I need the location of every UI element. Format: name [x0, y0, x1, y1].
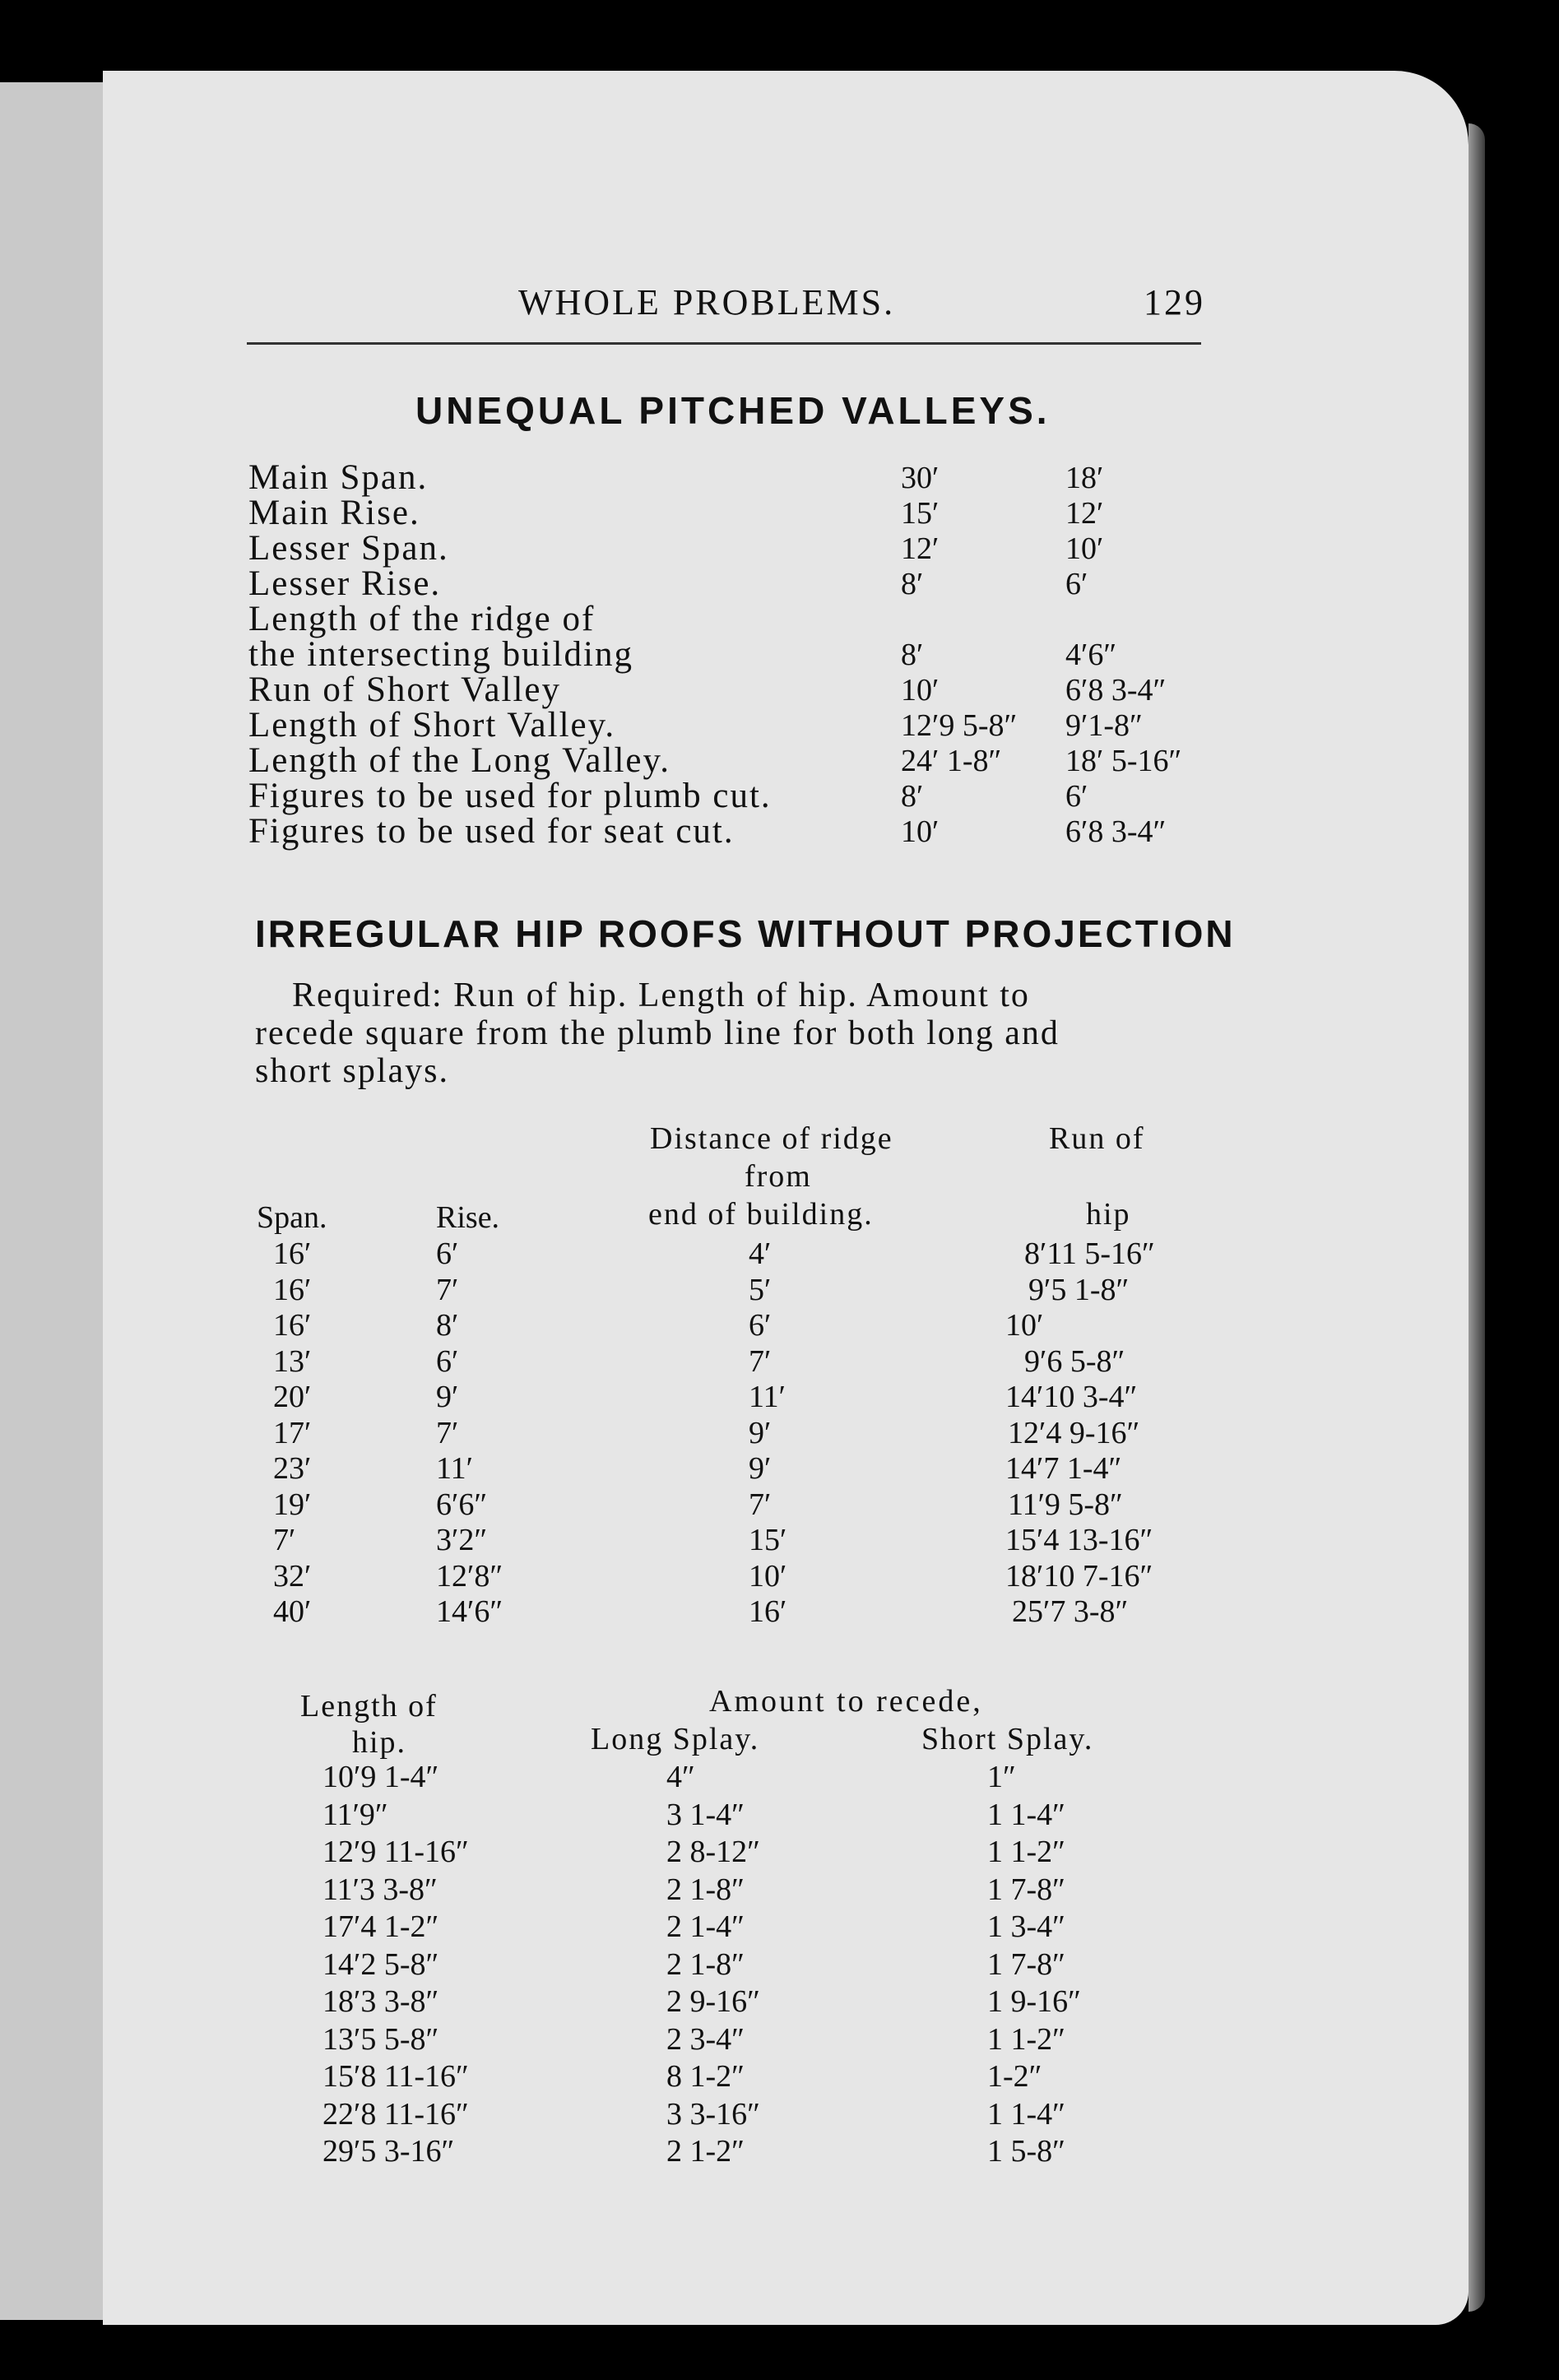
hip-row-rise: 11′	[436, 1451, 473, 1486]
recede-row-length: 11′3 3-8″	[322, 1872, 438, 1907]
header-run-1: Run of	[1049, 1121, 1145, 1156]
valley-row-label: Run of Short Valley	[248, 670, 562, 709]
hip-row-span: 20′	[273, 1380, 312, 1414]
recede-row-length: 18′3 3-8″	[322, 1984, 439, 2019]
valley-row-value-b: 6′	[1065, 567, 1088, 601]
recede-row-short: 1-2″	[987, 2059, 1042, 2094]
valley-row-value-b: 9′1-8″	[1065, 708, 1143, 743]
hip-row-span: 16′	[273, 1308, 312, 1343]
hip-row-distance: 15′	[749, 1523, 787, 1557]
hip-row-run: 14′10 3-4″	[1005, 1380, 1138, 1414]
hip-row-distance: 5′	[749, 1272, 772, 1307]
recede-row-short: 1 7-8″	[987, 1872, 1065, 1907]
valley-row-value-a: 10′	[901, 814, 940, 849]
recede-row-long: 3 3-16″	[666, 2096, 760, 2132]
hip-row-rise: 14′6″	[436, 1594, 503, 1629]
recede-row-length: 11′9″	[322, 1797, 388, 1832]
hip-row-distance: 7′	[749, 1343, 772, 1379]
hip-row-rise: 7′	[436, 1272, 459, 1307]
valley-row-value-b: 10′	[1065, 531, 1104, 566]
valley-row-value-b: 6′	[1065, 779, 1088, 814]
valley-row-label: Figures to be used for seat cut.	[248, 812, 735, 851]
valley-row-value-a: 15′	[901, 496, 940, 531]
valley-row-value-b: 6′8 3-4″	[1065, 673, 1167, 708]
hip-row-distance: 7′	[749, 1487, 772, 1522]
recede-row-length: 10′9 1-4″	[322, 1760, 439, 1794]
intro-line-1: Required: Run of hip. Length of hip. Amount to	[292, 977, 1030, 1014]
recede-row-length: 15′8 11-16″	[322, 2059, 469, 2094]
hip-row-rise: 8′	[436, 1308, 459, 1343]
running-title: WHOLE PROBLEMS.	[518, 282, 896, 322]
recede-row-long: 2 1-4″	[666, 1909, 745, 1944]
valley-row-label: Main Rise.	[248, 494, 420, 532]
hip-row-run: 10′	[1005, 1308, 1044, 1343]
hip-row-rise: 9′	[436, 1380, 459, 1414]
hip-row-rise: 12′8″	[436, 1558, 503, 1594]
header-run-2: hip	[1086, 1197, 1131, 1232]
recede-row-short: 1 1-4″	[987, 2096, 1065, 2132]
recede-row-length: 14′2 5-8″	[322, 1946, 439, 1982]
intro-line-2: recede square from the plumb line for both long and	[255, 1014, 1060, 1052]
hip-row-span: 19′	[273, 1487, 312, 1522]
hip-row-run: 9′5 1-8″	[1028, 1272, 1130, 1307]
hip-row-rise: 6′	[436, 1343, 459, 1379]
hip-row-run: 14′7 1-4″	[1005, 1451, 1122, 1486]
hip-row-distance: 9′	[749, 1415, 772, 1450]
valley-row-value-a: 10′	[901, 673, 940, 708]
recede-row-short: 1 9-16″	[987, 1984, 1081, 2019]
hip-row-run: 18′10 7-16″	[1005, 1558, 1153, 1594]
valley-row-value-a: 30′	[901, 461, 940, 495]
hip-row-distance: 6′	[749, 1308, 772, 1343]
recede-row-long: 2 3-4″	[666, 2021, 745, 2057]
header-span: Span.	[257, 1200, 327, 1235]
recede-row-long: 2 8-12″	[666, 1835, 760, 1869]
hip-row-distance: 4′	[749, 1236, 772, 1271]
valley-row-value-a: 24′ 1-8″	[901, 744, 1002, 778]
hip-row-span: 23′	[273, 1451, 312, 1486]
page-edge-shadow	[1469, 123, 1485, 2312]
recede-row-short: 1″	[987, 1760, 1016, 1794]
facing-page-edge	[0, 82, 103, 2320]
valley-row-label: Length of the Long Valley.	[248, 741, 670, 780]
recede-row-long: 8 1-2″	[666, 2059, 745, 2094]
recede-row-short: 1 1-2″	[987, 1835, 1065, 1869]
hip-row-distance: 11′	[749, 1380, 786, 1414]
valley-row-label: Figures to be used for plumb cut.	[248, 777, 772, 815]
hip-row-span: 16′	[273, 1272, 312, 1307]
page-number: 129	[1144, 282, 1205, 322]
section-title-hips: IRREGULAR HIP ROOFS WITHOUT PROJECTION	[255, 912, 1236, 955]
recede-row-short: 1 7-8″	[987, 1946, 1065, 1982]
recede-row-long: 2 9-16″	[666, 1984, 760, 2019]
header-distance-2: from	[745, 1159, 812, 1194]
header-rise: Rise.	[436, 1200, 500, 1235]
hip-row-run: 9′6 5-8″	[1024, 1343, 1125, 1379]
header-length-2: hip.	[352, 1725, 407, 1760]
hip-row-rise: 6′6″	[436, 1487, 488, 1522]
hip-row-span: 17′	[273, 1415, 312, 1450]
valley-row-value-a: 8′	[901, 638, 924, 672]
hip-row-run: 25′7 3-8″	[1012, 1594, 1129, 1629]
valley-row-label: Lesser Rise.	[248, 564, 442, 603]
valley-row-value-b: 18′ 5-16″	[1065, 744, 1182, 778]
hip-row-run: 11′9 5-8″	[1008, 1487, 1123, 1522]
hip-row-span: 32′	[273, 1558, 312, 1594]
valley-row-label: Length of the ridge of	[248, 600, 596, 638]
header-distance-3: end of building.	[648, 1197, 874, 1232]
valley-row-value-b: 4′6″	[1065, 638, 1117, 672]
hip-row-rise: 3′2″	[436, 1523, 488, 1557]
hip-row-span: 7′	[273, 1523, 296, 1557]
hip-row-span: 13′	[273, 1343, 312, 1379]
intro-line-3: short splays.	[255, 1052, 449, 1090]
recede-row-long: 2 1-8″	[666, 1946, 745, 1982]
valley-row-value-a: 8′	[901, 779, 924, 814]
valley-row-value-b: 18′	[1065, 461, 1104, 495]
recede-row-length: 17′4 1-2″	[322, 1909, 439, 1944]
hip-row-run: 12′4 9-16″	[1008, 1415, 1140, 1450]
hip-row-distance: 10′	[749, 1558, 787, 1594]
valley-row-label: Length of Short Valley.	[248, 706, 616, 745]
hip-row-rise: 7′	[436, 1415, 459, 1450]
recede-row-length: 13′5 5-8″	[322, 2021, 439, 2057]
valley-row-value-b: 12′	[1065, 496, 1104, 531]
header-rule	[247, 342, 1201, 345]
recede-row-length: 29′5 3-16″	[322, 2134, 455, 2169]
valley-row-value-a: 8′	[901, 567, 924, 601]
header-long-splay: Long Splay.	[591, 1722, 760, 1756]
valley-row-value-a: 12′	[901, 531, 940, 566]
recede-row-long: 2 1-8″	[666, 1872, 745, 1907]
recede-row-length: 22′8 11-16″	[322, 2096, 469, 2132]
hip-row-run: 15′4 13-16″	[1005, 1523, 1153, 1557]
valley-row-label: the intersecting building	[248, 635, 633, 674]
valley-row-label: Lesser Span.	[248, 529, 449, 568]
recede-row-short: 1 3-4″	[987, 1909, 1065, 1944]
valley-row-value-b: 6′8 3-4″	[1065, 814, 1167, 849]
header-distance-1: Distance of ridge	[650, 1121, 893, 1156]
hip-row-span: 40′	[273, 1594, 312, 1629]
header-length-1: Length of	[300, 1689, 438, 1724]
valley-row-value-a: 12′9 5-8″	[901, 708, 1018, 743]
recede-row-short: 1 1-2″	[987, 2021, 1065, 2057]
hip-row-rise: 6′	[436, 1236, 459, 1271]
hip-row-run: 8′11 5-16″	[1024, 1236, 1155, 1271]
recede-row-short: 1 5-8″	[987, 2134, 1065, 2169]
hip-row-distance: 9′	[749, 1451, 772, 1486]
recede-row-long: 3 1-4″	[666, 1797, 745, 1832]
recede-row-long: 2 1-2″	[666, 2134, 745, 2169]
recede-row-long: 4″	[666, 1760, 695, 1794]
hip-row-distance: 16′	[749, 1594, 787, 1629]
recede-row-length: 12′9 11-16″	[322, 1835, 469, 1869]
section-title-valleys: UNEQUAL PITCHED VALLEYS.	[415, 389, 1051, 432]
header-short-splay: Short Splay.	[921, 1722, 1094, 1756]
header-amount: Amount to recede,	[709, 1684, 983, 1719]
valley-row-label: Main Span.	[248, 458, 429, 497]
hip-row-span: 16′	[273, 1236, 312, 1271]
recede-row-short: 1 1-4″	[987, 1797, 1065, 1832]
